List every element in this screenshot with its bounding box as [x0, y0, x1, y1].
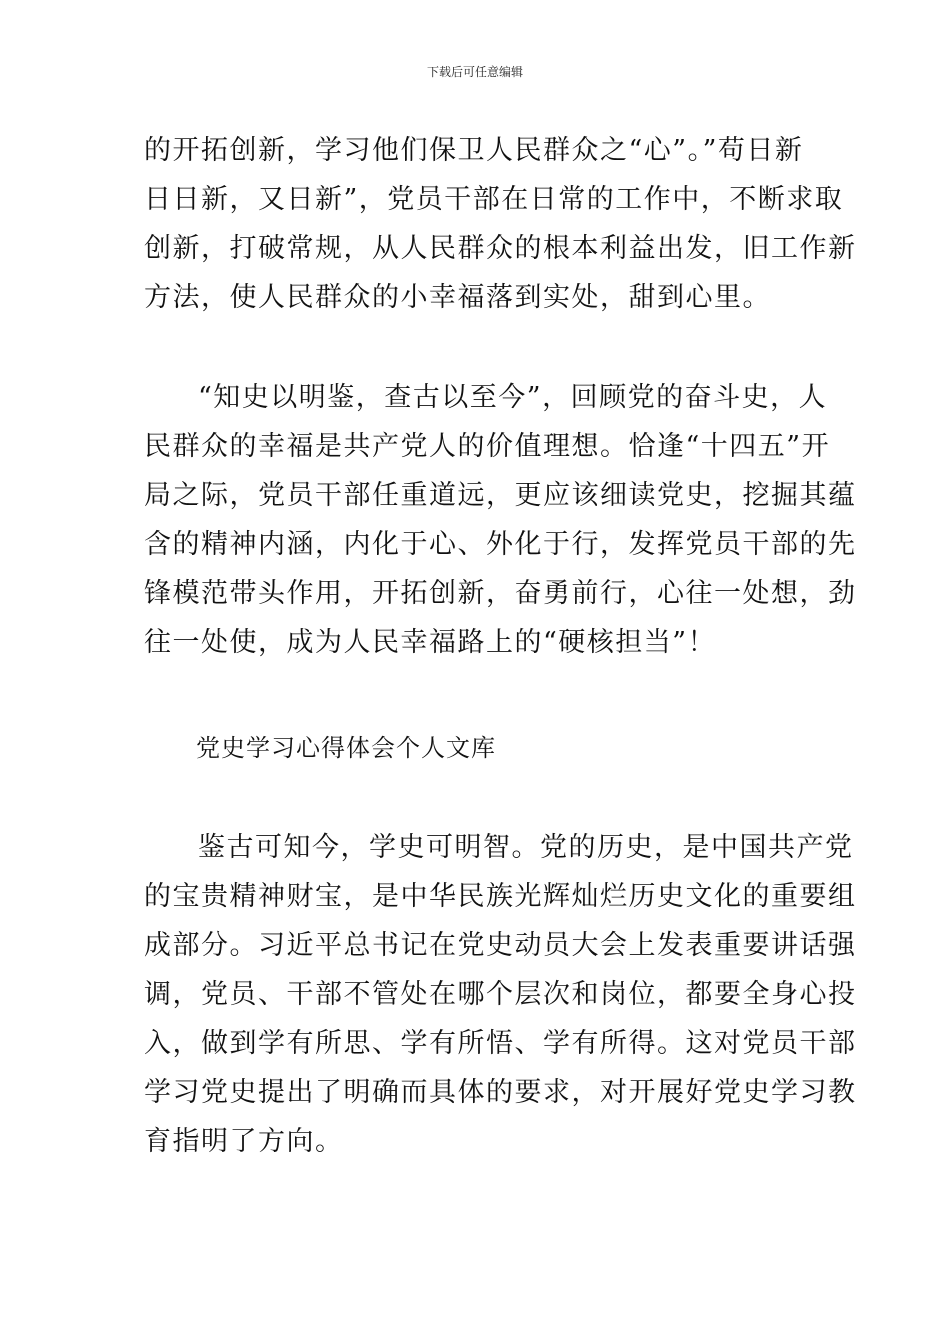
paragraph-line: 成部分。习近平总书记在党史动员大会上发表重要讲话强 [144, 930, 857, 961]
section-heading [196, 724, 860, 773]
paragraph-line: 日日新，又日新”，党员干部在日常的工作中，不断求取 [144, 184, 844, 215]
paragraph-line: 调，党员、干部不管处在哪个层次和岗位，都要全身心投 [144, 979, 857, 1010]
paragraph-line: 往一处使，成为人民幸福路上的“硬核担当”！ [144, 627, 717, 658]
paragraph-line: 入，做到学有所思、学有所悟、学有所得。这对党员干部 [144, 1028, 857, 1059]
paragraph-line: 锋模范带头作用，开拓创新，奋勇前行，心往一处想，劲 [144, 578, 857, 609]
paragraph-line: 的开拓创新，学习他们保卫人民群众之“心”。”苟日新 [144, 135, 804, 166]
paragraph-3 [144, 823, 857, 1166]
paragraph-line: 育指明了方向。 [144, 1126, 344, 1157]
paragraph-line: 民群众的幸福是共产党人的价值理想。恰逢“十四五”开 [144, 431, 831, 462]
page-header-note: 下载后可任意编辑 [426, 65, 523, 79]
paragraph-line: 方法，使人民群众的小幸福落到实处，甜到心里。 [144, 282, 771, 313]
paragraph-line: 创新，打破常规，从人民群众的根本利益出发，旧工作新 [144, 233, 857, 264]
paragraph-2 [144, 373, 857, 667]
paragraph-1 [144, 126, 857, 322]
paragraph-line: 鉴古可知今，学史可明智。党的历史，是中国共产党 [198, 832, 854, 863]
paragraph-line: 的宝贵精神财宝，是中华民族光辉灿烂历史文化的重要组 [144, 881, 857, 912]
heading-text: 党史学习心得体会个人文库 [196, 734, 496, 762]
paragraph-line: “知史以明鉴，查古以至今”，回顾党的奋斗史，人 [198, 382, 828, 413]
paragraph-line: 局之际，党员干部任重道远，更应该细读党史，挖掘其蕴 [144, 480, 857, 511]
paragraph-line: 学习党史提出了明确而具体的要求，对开展好党史学习教 [144, 1077, 857, 1108]
paragraph-line: 含的精神内涵，内化于心、外化于行，发挥党员干部的先 [144, 529, 857, 560]
